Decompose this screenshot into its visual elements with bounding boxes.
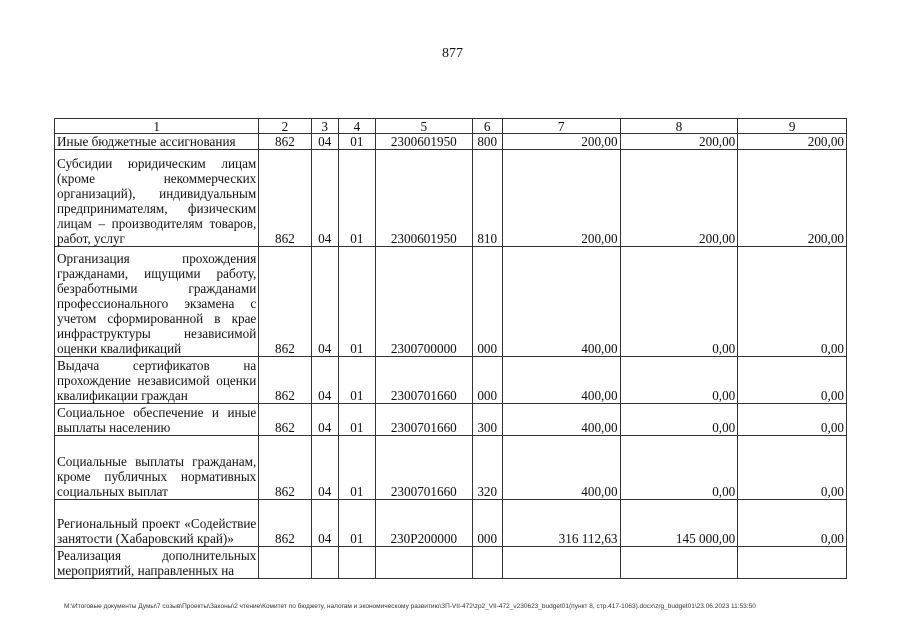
cell-amount-1: 400,00 <box>502 436 620 500</box>
cell-expense-type: 300 <box>472 404 502 436</box>
cell-target-article: 2300601950 <box>376 150 473 247</box>
cell-ministry: 862 <box>259 500 311 547</box>
header-cell: 6 <box>472 119 502 134</box>
header-cell: 8 <box>620 119 738 134</box>
document-path-footer: M:\Итоговые документы Думы\7 созыв\Проекты\Законы\2 чтение\Комитет по бюджету, налогам и экономическому развитию\ЗП-VII-472\zp2_VII-472_v230623_budget01(пункт 8, стр.417-1063).docx\zrg_budget01\23.06.2023 11:53:50 <box>64 603 756 610</box>
cell-section: 04 <box>311 150 338 247</box>
cell-amount-1: 316 112,63 <box>502 500 620 547</box>
cell-amount-2: 200,00 <box>620 150 738 247</box>
cell-amount-1: 200,00 <box>502 150 620 247</box>
cell-subsection: 01 <box>338 150 375 247</box>
cell-target-article <box>376 547 473 579</box>
row-name: Реализация дополнительных мероприятий, направленных на <box>55 547 259 579</box>
cell-amount-2 <box>620 547 738 579</box>
header-cell: 4 <box>338 119 375 134</box>
header-cell: 3 <box>311 119 338 134</box>
cell-section: 04 <box>311 500 338 547</box>
cell-expense-type <box>472 547 502 579</box>
table-row <box>55 134 847 150</box>
row-name: Организация прохождения гражданами, ищущими работу, безработными гражданами профессионального экзамена с учетом сформированной в крае инфраструктуры независимой оценки квалификаций <box>55 247 259 357</box>
cell-amount-1: 400,00 <box>502 247 620 357</box>
cell-amount-3: 200,00 <box>738 150 847 247</box>
row-name: Иные бюджетные ассигнования <box>55 134 259 150</box>
header-cell: 9 <box>738 119 847 134</box>
cell-section: 04 <box>311 134 338 150</box>
cell-subsection: 01 <box>338 247 375 357</box>
row-name: Региональный проект «Содействие занятости (Хабаровский край)» <box>55 500 259 547</box>
cell-expense-type: 000 <box>472 247 502 357</box>
cell-subsection: 01 <box>338 500 375 547</box>
cell-amount-3: 0,00 <box>738 404 847 436</box>
table-row <box>55 436 847 500</box>
cell-amount-1 <box>502 547 620 579</box>
cell-target-article: 2300601950 <box>376 134 473 150</box>
table-row <box>55 404 847 436</box>
cell-target-article: 2300701660 <box>376 404 473 436</box>
cell-section: 04 <box>311 404 338 436</box>
row-name: Выдача сертификатов на прохождение независимой оценки квалификации граждан <box>55 357 259 404</box>
cell-section: 04 <box>311 357 338 404</box>
cell-subsection <box>338 547 375 579</box>
cell-amount-2: 0,00 <box>620 247 738 357</box>
table-row <box>55 500 847 547</box>
cell-amount-1: 400,00 <box>502 404 620 436</box>
cell-amount-3: 0,00 <box>738 436 847 500</box>
cell-subsection: 01 <box>338 404 375 436</box>
budget-table <box>54 118 847 579</box>
cell-amount-3 <box>738 547 847 579</box>
cell-target-article: 2300701660 <box>376 436 473 500</box>
cell-target-article: 2300700000 <box>376 247 473 357</box>
table-row <box>55 357 847 404</box>
cell-section: 04 <box>311 436 338 500</box>
cell-amount-3: 0,00 <box>738 500 847 547</box>
header-cell: 7 <box>502 119 620 134</box>
cell-subsection: 01 <box>338 134 375 150</box>
cell-expense-type: 320 <box>472 436 502 500</box>
cell-section <box>311 547 338 579</box>
row-name: Субсидии юридическим лицам (кроме некоммерческих организаций), индивидуальным предпринимателям, физическим лицам – производителям товаров, работ, услуг <box>55 150 259 247</box>
row-name: Социальные выплаты гражданам, кроме публичных нормативных социальных выплат <box>55 436 259 500</box>
cell-amount-3: 200,00 <box>738 134 847 150</box>
cell-ministry: 862 <box>259 404 311 436</box>
header-row <box>55 119 847 134</box>
cell-ministry: 862 <box>259 436 311 500</box>
page-number: 877 <box>442 46 463 61</box>
cell-amount-2: 0,00 <box>620 357 738 404</box>
cell-amount-1: 200,00 <box>502 134 620 150</box>
cell-amount-3: 0,00 <box>738 357 847 404</box>
header-cell: 2 <box>259 119 311 134</box>
cell-ministry <box>259 547 311 579</box>
cell-amount-2: 0,00 <box>620 404 738 436</box>
cell-ministry: 862 <box>259 150 311 247</box>
cell-amount-1: 400,00 <box>502 357 620 404</box>
cell-target-article: 230P200000 <box>376 500 473 547</box>
row-name: Социальное обеспечение и иные выплаты населению <box>55 404 259 436</box>
cell-ministry: 862 <box>259 134 311 150</box>
cell-ministry: 862 <box>259 247 311 357</box>
cell-amount-3: 0,00 <box>738 247 847 357</box>
cell-target-article: 2300701660 <box>376 357 473 404</box>
cell-subsection: 01 <box>338 357 375 404</box>
cell-expense-type: 000 <box>472 500 502 547</box>
cell-amount-2: 0,00 <box>620 436 738 500</box>
table-row <box>55 247 847 357</box>
cell-section: 04 <box>311 247 338 357</box>
cell-subsection: 01 <box>338 436 375 500</box>
cell-ministry: 862 <box>259 357 311 404</box>
cell-amount-2: 200,00 <box>620 134 738 150</box>
header-cell: 5 <box>376 119 473 134</box>
header-cell: 1 <box>55 119 259 134</box>
table-row <box>55 150 847 247</box>
cell-expense-type: 810 <box>472 150 502 247</box>
cell-expense-type: 800 <box>472 134 502 150</box>
table-row <box>55 547 847 579</box>
cell-expense-type: 000 <box>472 357 502 404</box>
cell-amount-2: 145 000,00 <box>620 500 738 547</box>
